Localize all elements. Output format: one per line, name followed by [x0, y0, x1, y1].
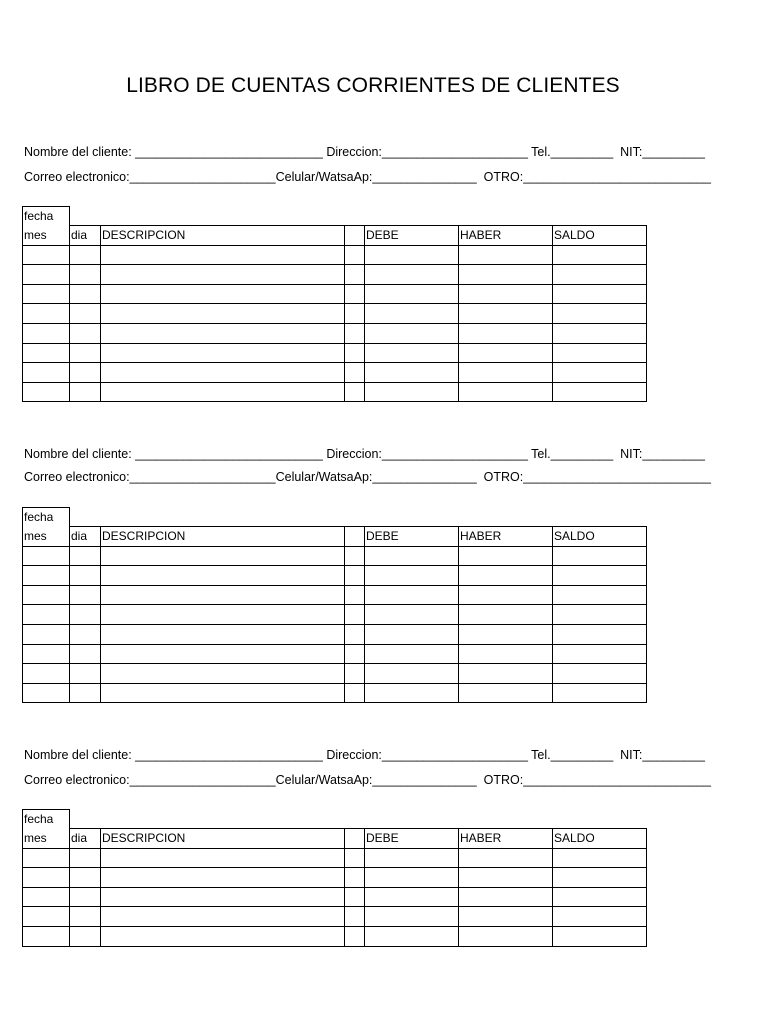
debe-cell[interactable]: [365, 265, 459, 285]
dia-cell[interactable]: [70, 566, 101, 586]
saldo-header: SALDO: [553, 829, 647, 849]
haber-cell[interactable]: [459, 907, 553, 927]
mes-header: mes: [23, 527, 70, 547]
saldo-cell[interactable]: [553, 585, 647, 605]
haber-cell[interactable]: [459, 304, 553, 324]
table-row: [23, 566, 647, 586]
saldo-cell[interactable]: [553, 284, 647, 304]
descripcion-header: DESCRIPCION: [101, 226, 345, 246]
haber-cell[interactable]: [459, 324, 553, 344]
saldo-cell[interactable]: [553, 605, 647, 625]
haber-cell[interactable]: [459, 848, 553, 868]
spacer-cell[interactable]: [345, 625, 365, 645]
spacer-cell[interactable]: [345, 887, 365, 907]
descripcion-cell[interactable]: [101, 546, 345, 566]
mes-cell[interactable]: [23, 887, 70, 907]
saldo-cell[interactable]: [553, 868, 647, 888]
debe-cell[interactable]: [365, 683, 459, 703]
debe-cell[interactable]: [365, 382, 459, 402]
haber-cell[interactable]: [459, 868, 553, 888]
table-row: [23, 683, 647, 703]
debe-cell[interactable]: [365, 324, 459, 344]
mes-cell[interactable]: [23, 304, 70, 324]
haber-header: HABER: [459, 226, 553, 246]
spacer-cell[interactable]: [345, 907, 365, 927]
blank-cell: [70, 810, 101, 829]
saldo-cell[interactable]: [553, 664, 647, 684]
table-row: [23, 324, 647, 344]
mes-cell[interactable]: [23, 664, 70, 684]
mes-cell[interactable]: [23, 907, 70, 927]
spacer-cell[interactable]: [345, 848, 365, 868]
dia-cell[interactable]: [70, 304, 101, 324]
dia-cell[interactable]: [70, 887, 101, 907]
spacer-header: [345, 829, 365, 849]
blank-cell: [365, 810, 459, 829]
haber-cell[interactable]: [459, 683, 553, 703]
blank-cell: [553, 508, 647, 527]
debe-cell[interactable]: [365, 625, 459, 645]
haber-cell[interactable]: [459, 887, 553, 907]
descripcion-cell[interactable]: [101, 324, 345, 344]
header-row: [23, 226, 647, 246]
spacer-cell[interactable]: [345, 304, 365, 324]
saldo-cell[interactable]: [553, 566, 647, 586]
table-row: [23, 363, 647, 383]
spacer-cell[interactable]: [345, 265, 365, 285]
debe-cell[interactable]: [365, 284, 459, 304]
descripcion-cell[interactable]: [101, 887, 345, 907]
spacer-cell[interactable]: [345, 284, 365, 304]
blank-cell: [459, 207, 553, 226]
descripcion-cell[interactable]: [101, 848, 345, 868]
blank-cell: [459, 508, 553, 527]
fecha-header: fecha: [23, 508, 70, 527]
descripcion-cell[interactable]: [101, 907, 345, 927]
descripcion-cell[interactable]: [101, 363, 345, 383]
table-row: [23, 382, 647, 402]
spacer-cell[interactable]: [345, 566, 365, 586]
ledger-table: [22, 809, 647, 947]
spacer-cell[interactable]: [345, 868, 365, 888]
client-info-line-1: Nombre del cliente: ___________________________ Direccion:_____________________ Tel._________ NIT:_________: [24, 145, 705, 159]
descripcion-cell[interactable]: [101, 605, 345, 625]
saldo-cell[interactable]: [553, 304, 647, 324]
saldo-cell[interactable]: [553, 324, 647, 344]
haber-cell[interactable]: [459, 566, 553, 586]
debe-cell[interactable]: [365, 566, 459, 586]
debe-cell[interactable]: [365, 585, 459, 605]
debe-cell[interactable]: [365, 546, 459, 566]
blank-cell: [553, 207, 647, 226]
dia-cell[interactable]: [70, 343, 101, 363]
fecha-row: [23, 810, 647, 829]
haber-header: HABER: [459, 829, 553, 849]
header-row: [23, 829, 647, 849]
saldo-cell[interactable]: [553, 848, 647, 868]
debe-cell[interactable]: [365, 868, 459, 888]
dia-cell[interactable]: [70, 245, 101, 265]
table-row: [23, 868, 647, 888]
client-info-line-2: Correo electronico:_____________________Celular/WatsaAp:_______________ OTRO:___________________________: [24, 470, 711, 484]
saldo-cell[interactable]: [553, 363, 647, 383]
debe-header: DEBE: [365, 527, 459, 547]
blank-cell: [365, 207, 459, 226]
blank-cell: [101, 508, 345, 527]
haber-cell[interactable]: [459, 664, 553, 684]
dia-cell[interactable]: [70, 585, 101, 605]
mes-cell[interactable]: [23, 868, 70, 888]
debe-cell[interactable]: [365, 605, 459, 625]
descripcion-cell[interactable]: [101, 868, 345, 888]
table-row: [23, 304, 647, 324]
spacer-cell[interactable]: [345, 546, 365, 566]
saldo-cell[interactable]: [553, 245, 647, 265]
dia-cell[interactable]: [70, 284, 101, 304]
saldo-cell[interactable]: [553, 927, 647, 947]
spacer-cell[interactable]: [345, 245, 365, 265]
ledger-table: [22, 206, 647, 402]
table-row: [23, 625, 647, 645]
dia-cell[interactable]: [70, 644, 101, 664]
mes-cell[interactable]: [23, 585, 70, 605]
dia-cell[interactable]: [70, 683, 101, 703]
spacer-cell[interactable]: [345, 664, 365, 684]
haber-cell[interactable]: [459, 284, 553, 304]
mes-cell[interactable]: [23, 683, 70, 703]
descripcion-cell[interactable]: [101, 284, 345, 304]
blank-cell: [345, 810, 365, 829]
mes-cell[interactable]: [23, 382, 70, 402]
mes-cell[interactable]: [23, 644, 70, 664]
fecha-row: [23, 508, 647, 527]
spacer-cell[interactable]: [345, 324, 365, 344]
debe-cell[interactable]: [365, 848, 459, 868]
saldo-cell[interactable]: [553, 382, 647, 402]
haber-cell[interactable]: [459, 644, 553, 664]
descripcion-cell[interactable]: [101, 265, 345, 285]
mes-cell[interactable]: [23, 284, 70, 304]
spacer-header: [345, 527, 365, 547]
dia-cell[interactable]: [70, 625, 101, 645]
blank-cell: [459, 810, 553, 829]
descripcion-cell[interactable]: [101, 343, 345, 363]
haber-cell[interactable]: [459, 343, 553, 363]
saldo-cell[interactable]: [553, 625, 647, 645]
mes-header: mes: [23, 829, 70, 849]
dia-cell[interactable]: [70, 868, 101, 888]
haber-cell[interactable]: [459, 585, 553, 605]
spacer-cell[interactable]: [345, 363, 365, 383]
dia-cell[interactable]: [70, 605, 101, 625]
table-row: [23, 644, 647, 664]
haber-cell[interactable]: [459, 245, 553, 265]
dia-cell[interactable]: [70, 664, 101, 684]
debe-cell[interactable]: [365, 927, 459, 947]
blank-cell: [345, 508, 365, 527]
fecha-header: fecha: [23, 810, 70, 829]
table-row: [23, 927, 647, 947]
haber-cell[interactable]: [459, 546, 553, 566]
haber-cell[interactable]: [459, 382, 553, 402]
mes-cell[interactable]: [23, 546, 70, 566]
mes-cell[interactable]: [23, 848, 70, 868]
saldo-cell[interactable]: [553, 546, 647, 566]
saldo-header: SALDO: [553, 226, 647, 246]
dia-cell[interactable]: [70, 927, 101, 947]
blank-cell: [70, 207, 101, 226]
spacer-cell[interactable]: [345, 382, 365, 402]
debe-cell[interactable]: [365, 907, 459, 927]
haber-cell[interactable]: [459, 363, 553, 383]
dia-cell[interactable]: [70, 907, 101, 927]
debe-cell[interactable]: [365, 343, 459, 363]
dia-cell[interactable]: [70, 363, 101, 383]
dia-header: dia: [70, 226, 101, 246]
dia-cell[interactable]: [70, 848, 101, 868]
fecha-row: [23, 207, 647, 226]
dia-cell[interactable]: [70, 265, 101, 285]
spacer-cell[interactable]: [345, 644, 365, 664]
mes-cell[interactable]: [23, 343, 70, 363]
table-row: [23, 245, 647, 265]
client-info-line-1: Nombre del cliente: ___________________________ Direccion:_____________________ Tel._________ NIT:_________: [24, 447, 705, 461]
debe-cell[interactable]: [365, 363, 459, 383]
mes-cell[interactable]: [23, 605, 70, 625]
mes-cell[interactable]: [23, 363, 70, 383]
blank-cell: [101, 207, 345, 226]
blank-cell: [365, 508, 459, 527]
table-row: [23, 887, 647, 907]
debe-header: DEBE: [365, 226, 459, 246]
ledger-table: [22, 507, 647, 703]
haber-cell[interactable]: [459, 625, 553, 645]
table-row: [23, 343, 647, 363]
descripcion-cell[interactable]: [101, 625, 345, 645]
dia-header: dia: [70, 527, 101, 547]
saldo-cell[interactable]: [553, 343, 647, 363]
blank-cell: [101, 810, 345, 829]
debe-header: DEBE: [365, 829, 459, 849]
saldo-cell[interactable]: [553, 683, 647, 703]
descripcion-cell[interactable]: [101, 927, 345, 947]
table-row: [23, 265, 647, 285]
client-info-line-2: Correo electronico:_____________________Celular/WatsaAp:_______________ OTRO:___________________________: [24, 773, 711, 787]
haber-cell[interactable]: [459, 605, 553, 625]
blank-cell: [70, 508, 101, 527]
dia-cell[interactable]: [70, 382, 101, 402]
dia-header: dia: [70, 829, 101, 849]
debe-cell[interactable]: [365, 664, 459, 684]
blank-cell: [345, 207, 365, 226]
saldo-cell[interactable]: [553, 644, 647, 664]
descripcion-cell[interactable]: [101, 585, 345, 605]
client-info-line-1: Nombre del cliente: ___________________________ Direccion:_____________________ Tel._________ NIT:_________: [24, 748, 705, 762]
dia-cell[interactable]: [70, 546, 101, 566]
haber-header: HABER: [459, 527, 553, 547]
mes-cell[interactable]: [23, 566, 70, 586]
mes-cell[interactable]: [23, 245, 70, 265]
descripcion-header: DESCRIPCION: [101, 527, 345, 547]
header-row: [23, 527, 647, 547]
spacer-header: [345, 226, 365, 246]
descripcion-cell[interactable]: [101, 644, 345, 664]
table-row: [23, 585, 647, 605]
descripcion-header: DESCRIPCION: [101, 829, 345, 849]
debe-cell[interactable]: [365, 887, 459, 907]
mes-cell[interactable]: [23, 625, 70, 645]
table-row: [23, 664, 647, 684]
mes-cell[interactable]: [23, 324, 70, 344]
table-row: [23, 605, 647, 625]
client-info-line-2: Correo electronico:_____________________Celular/WatsaAp:_______________ OTRO:___________________________: [24, 170, 711, 184]
saldo-cell[interactable]: [553, 887, 647, 907]
spacer-cell[interactable]: [345, 343, 365, 363]
haber-cell[interactable]: [459, 927, 553, 947]
descripcion-cell[interactable]: [101, 382, 345, 402]
saldo-cell[interactable]: [553, 265, 647, 285]
spacer-cell[interactable]: [345, 605, 365, 625]
table-row: [23, 284, 647, 304]
saldo-header: SALDO: [553, 527, 647, 547]
table-row: [23, 546, 647, 566]
mes-cell[interactable]: [23, 265, 70, 285]
debe-cell[interactable]: [365, 304, 459, 324]
descripcion-cell[interactable]: [101, 304, 345, 324]
haber-cell[interactable]: [459, 265, 553, 285]
mes-cell[interactable]: [23, 927, 70, 947]
dia-cell[interactable]: [70, 324, 101, 344]
descripcion-cell[interactable]: [101, 683, 345, 703]
table-row: [23, 848, 647, 868]
saldo-cell[interactable]: [553, 907, 647, 927]
table-row: [23, 907, 647, 927]
descripcion-cell[interactable]: [101, 664, 345, 684]
mes-header: mes: [23, 226, 70, 246]
page-title: LIBRO DE CUENTAS CORRIENTES DE CLIENTES: [126, 74, 620, 97]
fecha-header: fecha: [23, 207, 70, 226]
debe-cell[interactable]: [365, 644, 459, 664]
spacer-cell[interactable]: [345, 585, 365, 605]
debe-cell[interactable]: [365, 245, 459, 265]
descripcion-cell[interactable]: [101, 245, 345, 265]
spacer-cell[interactable]: [345, 927, 365, 947]
spacer-cell[interactable]: [345, 683, 365, 703]
descripcion-cell[interactable]: [101, 566, 345, 586]
blank-cell: [553, 810, 647, 829]
